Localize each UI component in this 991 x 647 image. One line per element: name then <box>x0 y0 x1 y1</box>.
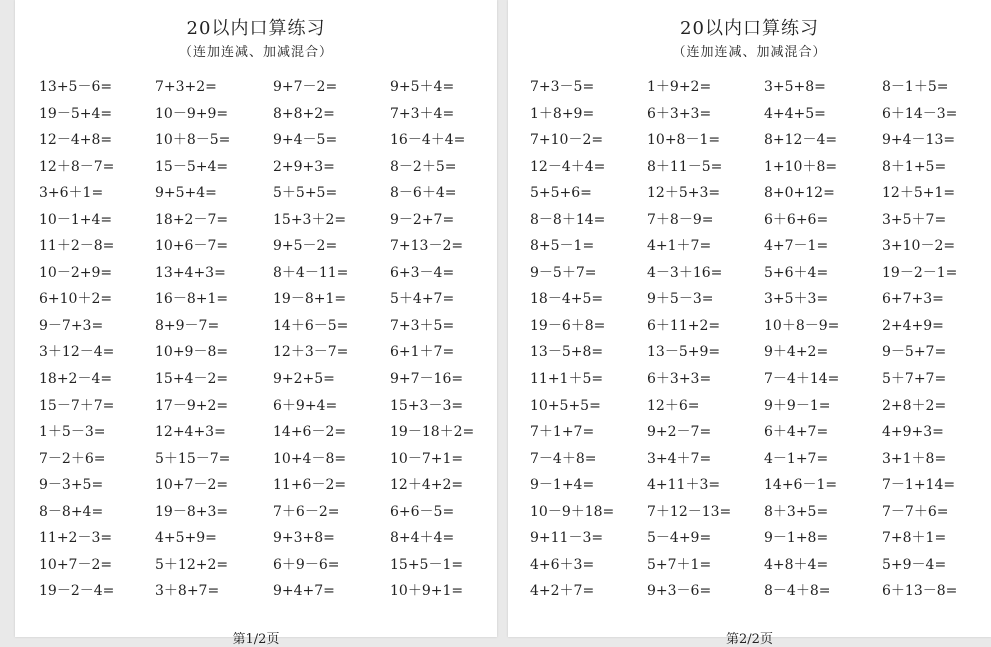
arithmetic-problem: 8+12－4= <box>764 132 838 149</box>
problem-row <box>508 395 991 422</box>
arithmetic-problem: 10+6－7= <box>155 238 229 255</box>
arithmetic-problem: 1＋5－3= <box>39 424 106 441</box>
problem-row <box>15 448 497 475</box>
arithmetic-problem: 10+5+5= <box>530 397 601 414</box>
arithmetic-problem: 6＋6+6= <box>764 211 829 228</box>
problem-row <box>508 554 991 581</box>
arithmetic-problem: 19－8+3= <box>155 503 229 520</box>
arithmetic-problem: 15+3－3= <box>390 397 464 414</box>
arithmetic-problem: 18－4+5= <box>530 291 604 308</box>
page-subtitle: （连加连减、加减混合） <box>178 45 333 60</box>
problem-row <box>15 76 497 103</box>
arithmetic-problem: 9－5+7= <box>882 344 947 361</box>
problem-grid <box>508 76 991 607</box>
arithmetic-problem: 10－9＋18= <box>530 503 615 520</box>
arithmetic-problem: 5+6＋4= <box>764 264 829 281</box>
arithmetic-problem: 7＋6－2= <box>273 503 340 520</box>
arithmetic-problem: 9+4+7= <box>273 583 335 600</box>
arithmetic-problem: 9－7+3= <box>39 317 104 334</box>
arithmetic-problem: 6+3－4= <box>390 264 455 281</box>
problem-row <box>508 209 991 236</box>
arithmetic-problem: 10－1+4= <box>39 211 113 228</box>
arithmetic-problem: 7－1+14= <box>882 477 956 494</box>
arithmetic-problem: 5＋12+2= <box>155 556 229 573</box>
arithmetic-problem: 8＋11－5= <box>647 158 723 175</box>
arithmetic-problem: 13－5+9= <box>647 344 721 361</box>
arithmetic-problem: 5＋4+7= <box>390 291 455 308</box>
arithmetic-problem: 9+4－13= <box>882 132 956 149</box>
worksheet-page-1 <box>15 0 497 647</box>
arithmetic-problem: 8－8+4= <box>39 503 104 520</box>
arithmetic-problem: 3+4＋7= <box>647 450 712 467</box>
arithmetic-problem: 15+4－2= <box>155 371 229 388</box>
problem-row <box>15 209 497 236</box>
arithmetic-problem: 6+1＋7= <box>390 344 455 361</box>
problem-row <box>508 580 991 607</box>
problem-row <box>15 421 497 448</box>
arithmetic-problem: 13－5+8= <box>530 344 604 361</box>
arithmetic-problem: 5+5+6= <box>530 185 592 202</box>
arithmetic-problem: 1+10＋8= <box>764 158 838 175</box>
arithmetic-problem: 12+4+3= <box>155 424 226 441</box>
arithmetic-problem: 8+8+2= <box>273 105 335 122</box>
arithmetic-problem: 16－4＋4= <box>390 132 466 149</box>
arithmetic-problem: 15+3＋2= <box>273 211 347 228</box>
arithmetic-problem: 8－6＋4= <box>390 185 457 202</box>
arithmetic-problem: 15－7＋7= <box>39 397 115 414</box>
problem-row <box>508 103 991 130</box>
problem-row <box>15 527 497 554</box>
arithmetic-problem: 15－5+4= <box>155 158 229 175</box>
arithmetic-problem: 7－2＋6= <box>39 450 106 467</box>
arithmetic-problem: 12＋4+2= <box>390 477 464 494</box>
arithmetic-problem: 4+2＋7= <box>530 583 595 600</box>
arithmetic-problem: 9+2－7= <box>647 424 712 441</box>
arithmetic-problem: 4+4+5= <box>764 105 826 122</box>
problem-row <box>15 262 497 289</box>
arithmetic-problem: 7+13－2= <box>390 238 464 255</box>
arithmetic-problem: 8+4＋4= <box>390 530 455 547</box>
arithmetic-problem: 8－4＋8= <box>764 583 831 600</box>
problem-row <box>508 182 991 209</box>
arithmetic-problem: 14＋6－5= <box>273 317 349 334</box>
arithmetic-problem: 3+5＋7= <box>882 211 947 228</box>
arithmetic-problem: 3+5+8= <box>764 79 826 95</box>
arithmetic-problem: 13+5－6= <box>39 79 113 95</box>
arithmetic-problem: 6+7+3= <box>882 291 944 308</box>
arithmetic-problem: 9＋5－3= <box>647 291 714 308</box>
arithmetic-problem: 9+5+4= <box>155 185 217 202</box>
arithmetic-problem: 10+9－8= <box>155 344 229 361</box>
arithmetic-problem: 5＋5+5= <box>273 185 338 202</box>
arithmetic-problem: 3＋12－4= <box>39 344 115 361</box>
arithmetic-problem: 7+3＋4= <box>390 105 455 122</box>
arithmetic-problem: 12＋5+1= <box>882 185 956 202</box>
arithmetic-problem: 9＋4+2= <box>764 344 829 361</box>
problem-row <box>15 182 497 209</box>
arithmetic-problem: 7＋12－13= <box>647 503 732 520</box>
arithmetic-problem: 9－1+4= <box>530 477 595 494</box>
arithmetic-problem: 4+5+9= <box>155 530 217 547</box>
problem-row <box>508 315 991 342</box>
arithmetic-problem: 12－4＋4= <box>530 158 606 175</box>
arithmetic-problem: 9+7－16= <box>390 371 464 388</box>
arithmetic-problem: 9+2+5= <box>273 371 335 388</box>
arithmetic-problem: 8＋4－11= <box>273 264 349 281</box>
problem-row <box>508 341 991 368</box>
arithmetic-problem: 9+5－2= <box>273 238 338 255</box>
arithmetic-problem: 9－1+8= <box>764 530 829 547</box>
arithmetic-problem: 4+6＋3= <box>530 556 595 573</box>
arithmetic-problem: 2+4+9= <box>882 317 944 334</box>
arithmetic-problem: 14+6－2= <box>273 424 347 441</box>
problem-row <box>15 554 497 581</box>
arithmetic-problem: 19－5+4= <box>39 105 113 122</box>
arithmetic-problem: 4－1+7= <box>764 450 829 467</box>
arithmetic-problem: 10－2+9= <box>39 264 113 281</box>
problem-row <box>15 341 497 368</box>
problem-row <box>15 395 497 422</box>
arithmetic-problem: 19－8+1= <box>273 291 347 308</box>
arithmetic-problem: 18+2－4= <box>39 371 113 388</box>
arithmetic-problem: 6＋9－6= <box>273 556 340 573</box>
arithmetic-problem: 2+9+3= <box>273 158 335 175</box>
arithmetic-problem: 3+10－2= <box>882 238 956 255</box>
arithmetic-problem: 6＋13－8= <box>882 583 958 600</box>
arithmetic-problem: 11+6－2= <box>273 477 347 494</box>
arithmetic-problem: 6+10＋2= <box>39 291 113 308</box>
problem-row <box>508 235 991 262</box>
arithmetic-problem: 4+7－1= <box>764 238 829 255</box>
arithmetic-problem: 9+7－2= <box>273 79 338 95</box>
arithmetic-problem: 10+7－2= <box>39 556 113 573</box>
arithmetic-problem: 10＋8－5= <box>155 132 231 149</box>
arithmetic-problem: 12－4+8= <box>39 132 113 149</box>
arithmetic-problem: 8＋3+5= <box>764 503 829 520</box>
arithmetic-problem: 9+4－5= <box>273 132 338 149</box>
arithmetic-problem: 10+8－1= <box>647 132 721 149</box>
arithmetic-problem: 4－3＋16= <box>647 264 723 281</box>
page-subtitle: （连加连减、加减混合） <box>672 45 827 60</box>
arithmetic-problem: 6+6－5= <box>390 503 455 520</box>
problem-row <box>508 129 991 156</box>
problem-grid <box>15 76 497 607</box>
arithmetic-problem: 19－6＋8= <box>530 317 606 334</box>
problem-row <box>15 501 497 528</box>
arithmetic-problem: 5+9－4= <box>882 556 947 573</box>
arithmetic-problem: 7+3－5= <box>530 79 595 95</box>
arithmetic-problem: 2+8＋2= <box>882 397 947 414</box>
problem-row <box>15 288 497 315</box>
problem-row <box>15 368 497 395</box>
arithmetic-problem: 9＋9－1= <box>764 397 831 414</box>
arithmetic-problem: 12＋3－7= <box>273 344 349 361</box>
arithmetic-problem: 6＋3+3= <box>647 105 712 122</box>
problem-row <box>508 262 991 289</box>
problem-row <box>508 421 991 448</box>
arithmetic-problem: 9－3+5= <box>39 477 104 494</box>
arithmetic-problem: 19－2－1= <box>882 264 958 281</box>
arithmetic-problem: 4+9+3= <box>882 424 944 441</box>
arithmetic-problem: 12＋6= <box>647 397 700 414</box>
arithmetic-problem: 3＋8+7= <box>155 583 220 600</box>
arithmetic-problem: 8+5－1= <box>530 238 595 255</box>
arithmetic-problem: 7－7＋6= <box>882 503 949 520</box>
arithmetic-problem: 3+1＋8= <box>882 450 947 467</box>
arithmetic-problem: 8+9－7= <box>155 317 220 334</box>
problem-row <box>15 580 497 607</box>
arithmetic-problem: 9+11－3= <box>530 530 604 547</box>
page-title: 20以内口算练习 <box>186 18 326 39</box>
arithmetic-problem: 4+11＋3= <box>647 477 721 494</box>
problem-row <box>508 76 991 103</box>
arithmetic-problem: 4+8＋4= <box>764 556 829 573</box>
arithmetic-problem: 9+3－6= <box>647 583 712 600</box>
arithmetic-problem: 5＋7+7= <box>882 371 947 388</box>
arithmetic-problem: 9－2+7= <box>390 211 455 228</box>
arithmetic-problem: 7＋1+7= <box>530 424 595 441</box>
problem-row <box>15 315 497 342</box>
arithmetic-problem: 19－2－4= <box>39 583 115 600</box>
arithmetic-problem: 10－7+1= <box>390 450 464 467</box>
arithmetic-problem: 9+3+8= <box>273 530 335 547</box>
problem-row <box>508 527 991 554</box>
arithmetic-problem: 8+0+12= <box>764 185 835 202</box>
arithmetic-problem: 5+7＋1= <box>647 556 712 573</box>
arithmetic-problem: 16－8+1= <box>155 291 229 308</box>
problem-row <box>508 448 991 475</box>
arithmetic-problem: 10＋8－9= <box>764 317 840 334</box>
arithmetic-problem: 3+5＋3= <box>764 291 829 308</box>
problem-row <box>15 235 497 262</box>
problem-row <box>15 129 497 156</box>
arithmetic-problem: 11+2－3= <box>39 530 113 547</box>
arithmetic-problem: 5＋15－7= <box>155 450 231 467</box>
problem-row <box>508 156 991 183</box>
arithmetic-problem: 7+3＋5= <box>390 317 455 334</box>
arithmetic-problem: 4+1＋7= <box>647 238 712 255</box>
arithmetic-problem: 18+2－7= <box>155 211 229 228</box>
arithmetic-problem: 6＋4+7= <box>764 424 829 441</box>
page-title: 20以内口算练习 <box>680 18 819 39</box>
arithmetic-problem: 6＋14－3= <box>882 105 958 122</box>
arithmetic-problem: 19－18＋2= <box>390 424 475 441</box>
arithmetic-problem: 7－4＋8= <box>530 450 597 467</box>
problem-row <box>508 474 991 501</box>
arithmetic-problem: 7+3+2= <box>155 79 217 95</box>
problem-row <box>15 156 497 183</box>
arithmetic-problem: 13+4+3= <box>155 264 226 281</box>
arithmetic-problem: 10+7－2= <box>155 477 229 494</box>
problem-row <box>508 368 991 395</box>
arithmetic-problem: 5－4+9= <box>647 530 712 547</box>
arithmetic-problem: 12＋5+3= <box>647 185 721 202</box>
problem-row <box>15 103 497 130</box>
page-number: 第2/2页 <box>726 632 773 647</box>
page-number: 第1/2页 <box>232 632 280 647</box>
arithmetic-problem: 8－8＋14= <box>530 211 606 228</box>
problem-row <box>508 288 991 315</box>
arithmetic-problem: 10+4－8= <box>273 450 347 467</box>
arithmetic-problem: 8－1＋5= <box>882 79 949 95</box>
arithmetic-problem: 1＋9+2= <box>647 79 712 95</box>
arithmetic-problem: 3+6＋1= <box>39 185 104 202</box>
arithmetic-problem: 6＋3+3= <box>647 371 712 388</box>
arithmetic-problem: 17－9+2= <box>155 397 229 414</box>
arithmetic-problem: 9－5＋7= <box>530 264 597 281</box>
problem-row <box>508 501 991 528</box>
arithmetic-problem: 10＋9+1= <box>390 583 464 600</box>
arithmetic-problem: 14+6－1= <box>764 477 838 494</box>
problem-row <box>15 474 497 501</box>
arithmetic-problem: 8－2＋5= <box>390 158 457 175</box>
arithmetic-problem: 7+8＋1= <box>882 530 947 547</box>
arithmetic-problem: 6＋11+2= <box>647 317 721 334</box>
arithmetic-problem: 10－9+9= <box>155 105 229 122</box>
arithmetic-problem: 9+5＋4= <box>390 79 455 95</box>
arithmetic-problem: 15+5－1= <box>390 556 464 573</box>
arithmetic-problem: 7+10－2= <box>530 132 604 149</box>
arithmetic-problem: 12＋8－7= <box>39 158 115 175</box>
arithmetic-problem: 7＋8－9= <box>647 211 714 228</box>
arithmetic-problem: 7－4＋14= <box>764 371 840 388</box>
arithmetic-problem: 11＋2－8= <box>39 238 115 255</box>
arithmetic-problem: 1＋8+9= <box>530 105 595 122</box>
arithmetic-problem: 8＋1+5= <box>882 158 947 175</box>
worksheet-page-2 <box>508 0 991 647</box>
arithmetic-problem: 6＋9+4= <box>273 397 338 414</box>
arithmetic-problem: 11+1＋5= <box>530 371 604 388</box>
